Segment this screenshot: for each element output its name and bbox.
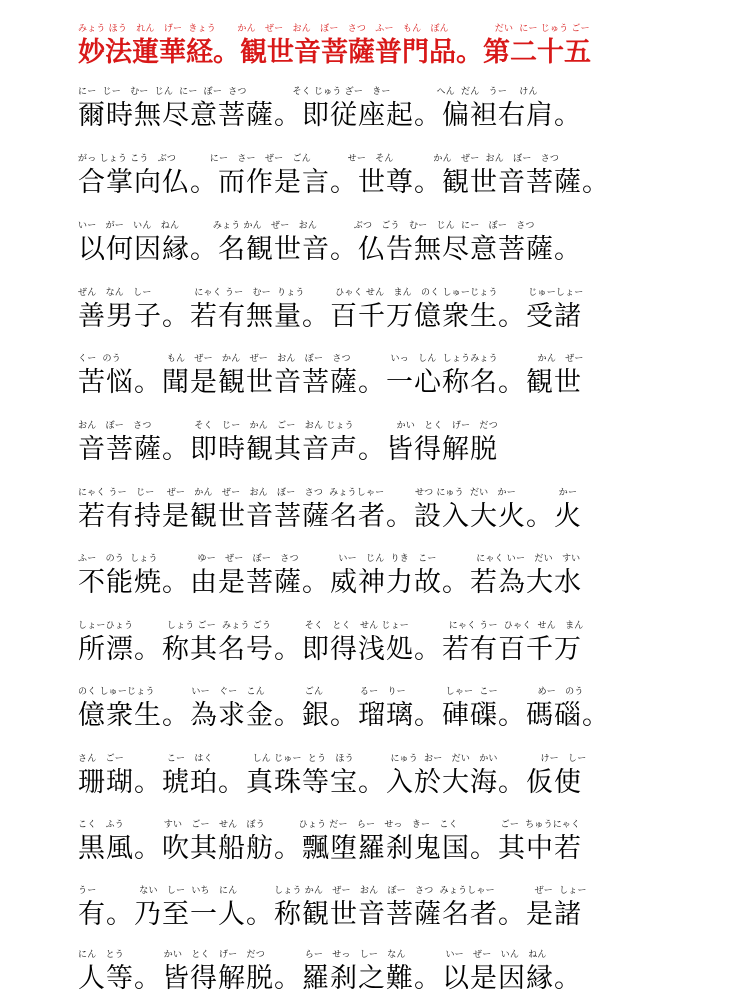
verse-ruby: うー ない しー いち にん しょう かん ぜー おん ぼー さつ みょうしゃー ぜー しょー	[78, 886, 587, 896]
verse-ruby: にん とう かい とく げー だつ らー せっ しー なん いー ぜー いん ねん	[78, 950, 547, 960]
verse-line	[78, 486, 718, 534]
verse-line	[78, 619, 718, 667]
verse-ruby: さん ごー こー はく しん じゅー とう ほう にゅう おー だい かい けー しー	[78, 754, 587, 764]
verse-line	[78, 752, 718, 800]
verse-line	[78, 85, 718, 133]
verse-line	[78, 948, 718, 996]
verse-text: 不能焼。由是菩薩。威神力故。若為大水	[78, 567, 582, 598]
verse-line	[78, 884, 718, 932]
verse-line	[78, 152, 718, 200]
verse-ruby: にゃく うー じー ぜー かん ぜー おん ぼー さつ みょうしゃー せつ にゅう だい かー かー	[78, 488, 578, 498]
verse-ruby: こく ふう すい ごー せん ぼう ひょう だー らー せっ きー こく ごー ちゅうにゃく	[78, 820, 581, 830]
verse-ruby: いー がー いん ねん みょう かん ぜー おん ぶつ ごう むー じん にー ぼー さつ	[78, 221, 535, 231]
verse-ruby: ふー のう しょう ゆー ぜー ぼー さつ いー じん りき こー にゃく いー だい すい	[78, 554, 581, 564]
verse-text: 以何因縁。名観世音。仏告無尽意菩薩。	[78, 234, 582, 265]
verse-text: 苦悩。聞是観世音菩薩。一心称名。観世	[78, 367, 582, 398]
verse-line	[78, 818, 718, 866]
verse-ruby: くー のう もん ぜー かん ぜー おん ぼー さつ いっ しん しょうみょう かん ぜー	[78, 354, 584, 364]
verse-ruby: おん ぼー さつ そく じー かん ごー おん じょう かい とく げー だつ	[78, 421, 498, 431]
verse-text: 善男子。若有無量。百千万億衆生。受諸	[78, 301, 582, 332]
verse-text: 人等。皆得解脱。羅刹之難。以是因縁。	[78, 963, 582, 994]
verse-line	[78, 219, 718, 267]
title-text: 妙法蓮華経。観世音菩薩普門品。第二十五	[78, 37, 591, 68]
verse-text: 若有持是観世音菩薩名者。設入大火。火	[78, 501, 582, 532]
verse-line	[78, 352, 718, 400]
verse-text: 所漂。称其名号。即得浅処。若有百千万	[78, 634, 582, 665]
verse-ruby: しょーひょう しょう ごー みょう ごう そく とく せん じょー にゃく うー ひゃく せん まん	[78, 621, 584, 631]
verse-line	[78, 552, 718, 600]
verse-text: 億衆生。為求金。銀。瑠璃。硨磲。碼碯。	[78, 700, 610, 731]
verse-ruby: にー じー むー じん にー ぼー さつ そく じゅう ざー きー へん だん うー けん	[78, 87, 538, 97]
verse-line	[78, 685, 718, 733]
verse-line	[78, 419, 718, 467]
verse-line	[78, 286, 718, 334]
verse-text: 爾時無尽意菩薩。即従座起。偏袒右肩。	[78, 100, 582, 131]
verse-text: 合掌向仏。而作是言。世尊。観世音菩薩。	[78, 167, 610, 198]
verse-text: 珊瑚。琥珀。真珠等宝。入於大海。仮使	[78, 767, 582, 798]
verse-text: 音菩薩。即時観其音声。皆得解脱	[78, 434, 498, 465]
verse-text: 黒風。吹其船舫。飄堕羅刹鬼国。其中若	[78, 833, 582, 864]
title-line	[78, 22, 718, 70]
title-ruby: みょう ほう れん げー きょう かん ぜー おん ぼー さつ ふー もん ぼん だい にー じゅう ごー	[78, 24, 590, 34]
verse-ruby: のく しゅーじょう いー ぐー こん ごん るー りー しゃー こー めー のう	[78, 687, 584, 697]
verse-ruby: ぜん なん しー にゃく うー むー りょう ひゃく せん まん のく しゅーじょう じゅーしょー	[78, 288, 584, 298]
verse-ruby: がっ しょう こう ぶつ にー さー ぜー ごん せー そん かん ぜー おん ぼー さつ	[78, 154, 560, 164]
verse-text: 有。乃至一人。称観世音菩薩名者。是諸	[78, 899, 582, 930]
